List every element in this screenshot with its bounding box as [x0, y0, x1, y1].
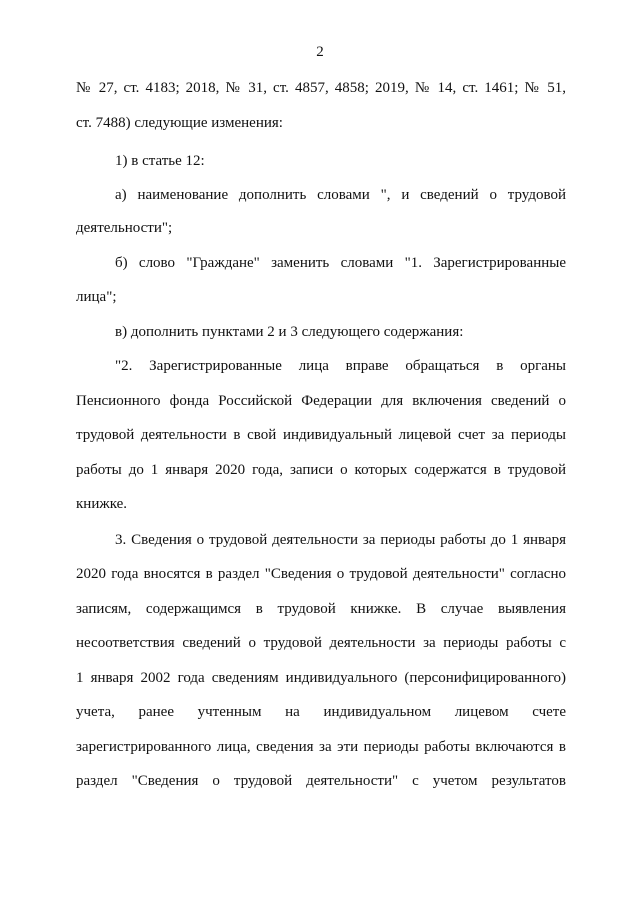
- text-line: 1 января 2002 года сведениям индивидуального (персонифицированного): [76, 670, 566, 686]
- text-line: учета, ранее учтенным на индивидуальном лицевом счете: [76, 704, 566, 720]
- text-line: книжке.: [76, 496, 128, 512]
- text-line: 3. Сведения о трудовой деятельности за периоды работы до 1 января: [115, 532, 566, 548]
- text-line: 1) в статье 12:: [115, 153, 205, 169]
- text-line: трудовой деятельности в свой индивидуальный лицевой счет за периоды: [76, 427, 566, 443]
- text-line: Пенсионного фонда Российской Федерации для включения сведений о: [76, 393, 566, 409]
- text-line: в) дополнить пунктами 2 и 3 следующего содержания:: [115, 324, 464, 340]
- text-line: лица";: [76, 289, 117, 305]
- text-line: "2. Зарегистрированные лица вправе обращаться в органы: [115, 358, 566, 374]
- text-line: ст. 7488) следующие изменения:: [76, 115, 283, 131]
- text-line: № 27, ст. 4183; 2018, № 31, ст. 4857, 4858; 2019, № 14, ст. 1461; № 51,: [76, 80, 566, 96]
- text-line: б) слово "Граждане" заменить словами "1. Зарегистрированные: [115, 255, 566, 271]
- text-line: деятельности";: [76, 220, 173, 236]
- text-line: несоответствия сведений о трудовой деятельности за периоды работы с: [76, 635, 566, 651]
- text-line: зарегистрированного лица, сведения за эти периоды работы включаются в: [76, 739, 566, 755]
- text-line: а) наименование дополнить словами ", и сведений о трудовой: [115, 187, 566, 203]
- text-line: раздел "Сведения о трудовой деятельности" с учетом результатов: [76, 773, 566, 789]
- text-line: 2020 года вносятся в раздел "Сведения о трудовой деятельности" согласно: [76, 566, 566, 582]
- text-line: работы до 1 января 2020 года, записи о которых содержатся в трудовой: [76, 462, 566, 478]
- text-line: записям, содержащимся в трудовой книжке. В случае выявления: [76, 601, 566, 617]
- page-number: 2: [316, 44, 324, 60]
